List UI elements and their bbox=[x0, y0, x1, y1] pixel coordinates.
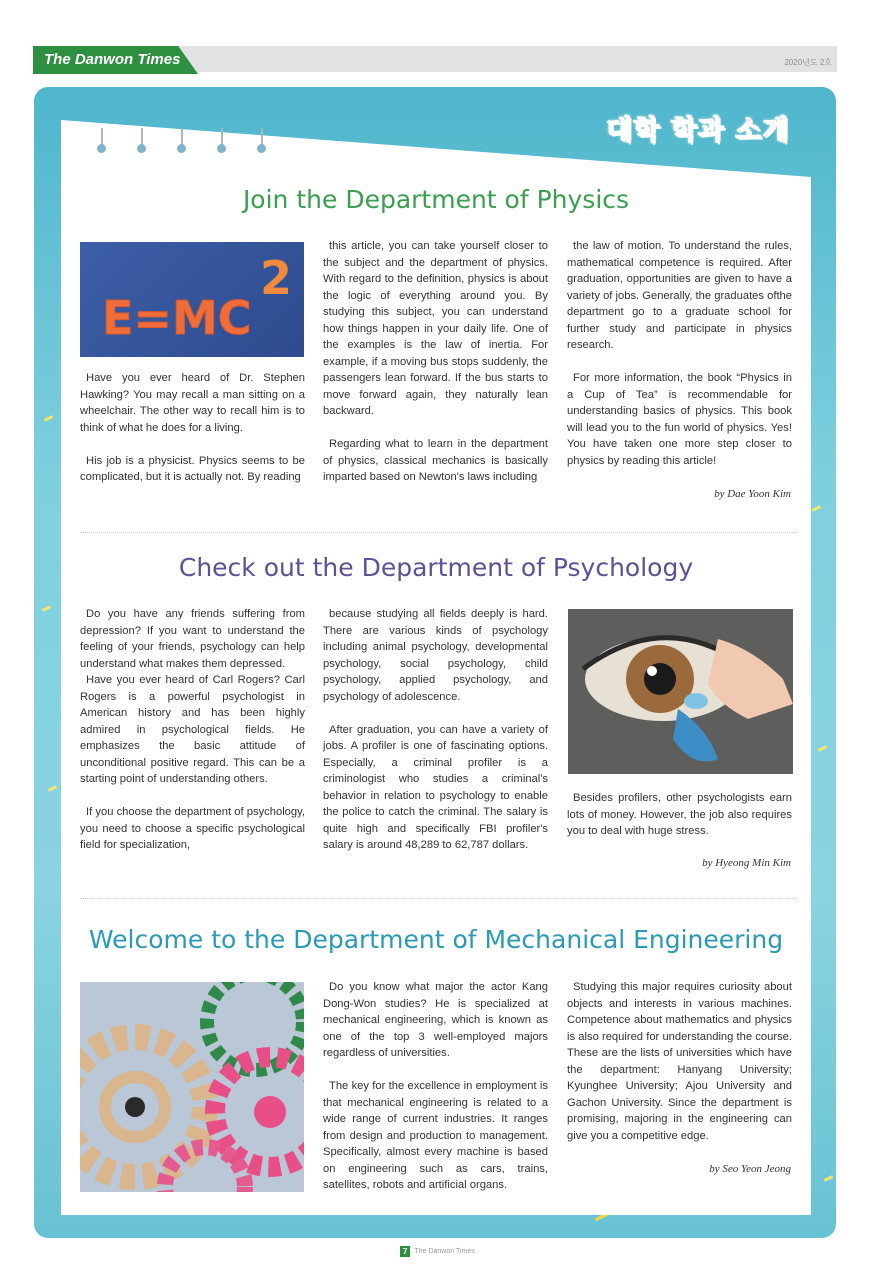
emc2-superscript: 2 bbox=[260, 251, 293, 305]
paragraph: Besides profilers, other psychologists earn lots of money. However, the job also requires you to deal with huge stress. bbox=[567, 792, 792, 837]
physics-headline: Join the Department of Physics bbox=[242, 185, 630, 214]
divider bbox=[80, 898, 796, 899]
paragraph: The key for the excellence in employment is that mechanical engineering is related to a wide range of current industries. It ranges from design and production to management. Specifically, almost every machine is based on engineering such as cars, trains, satellites, robots and artificial organs. bbox=[323, 1080, 548, 1191]
masthead-title: The Danwon Times bbox=[44, 51, 181, 68]
page-footer bbox=[400, 1246, 475, 1257]
physics-byline: by Dae Yoon Kim bbox=[714, 488, 791, 500]
physics-col-3 bbox=[567, 238, 792, 469]
psychology-col-2 bbox=[323, 606, 548, 854]
footer-label: The Danwon Times bbox=[414, 1248, 475, 1255]
section-title: 대학 학과 소개 bbox=[606, 115, 790, 146]
paragraph: His job is a physicist. Physics seems to be complicated, but it is actually not. By reading bbox=[80, 454, 305, 483]
eye-chalk-image bbox=[568, 609, 793, 774]
physics-col-2 bbox=[323, 238, 548, 486]
psychology-byline: by Hyeong Min Kim bbox=[702, 857, 791, 869]
paragraph: Regarding what to learn in the department of physics, classical mechanics is basically imparted based on Newton's laws including bbox=[323, 438, 548, 483]
psychology-headline: Check out the Department of Psychology bbox=[178, 553, 694, 582]
physics-col-1 bbox=[80, 370, 305, 486]
paragraph: For more information, the book “Physics in a Cup of Tea” is recommendable for understanding basics of physics. This book will lead you to the fun world of physics. Yes! You have taken one more step closer to physics by reading this article! bbox=[567, 372, 792, 467]
paragraph: Have you ever heard of Carl Rogers? Carl Rogers is a powerful psychologist in American history and has been highly admired in psychological fields. He emphasizes the basic attitude of unconditional positive regard. This can be a starting point of understanding others. bbox=[80, 674, 305, 785]
engineering-col-3 bbox=[567, 979, 792, 1144]
paragraph: Do you have any friends suffering from depression? If you want to understand the feeling of your friends, psychology can help understand what makes them depressed. bbox=[80, 608, 305, 670]
paragraph: Do you know what major the actor Kang Dong-Won studies? He is specialized at mechanical engineering, which is known as one of the top 3 well-employed majors regardless of universities. bbox=[323, 981, 548, 1059]
gears-image bbox=[80, 982, 304, 1192]
paragraph: After graduation, you can have a variety of jobs. A profiler is one of fascinating options. Especially, a criminal profiler is a criminologist who studies a criminal's behavior in relation to psychology to enable the police to catch the criminal. The salary is quite high and specifically FBI profiler's salary is around 48,289 to 62,787 dollars. bbox=[323, 723, 548, 851]
emc2-image bbox=[80, 242, 304, 357]
paragraph: If you choose the department of psychology, you need to choose a specific psychological field for specialization, bbox=[80, 806, 305, 851]
divider bbox=[80, 532, 796, 533]
issue-label: 2020년도 2호 bbox=[784, 58, 832, 67]
paragraph: the law of motion. To understand the rules, mathematical competence is required. After graduation, opportunities are given to have a variety of jobs. Generally, the graduates ofthe department go to a graduate school for further study and participate in physics research. bbox=[567, 240, 792, 351]
engineering-headline: Welcome to the Department of Mechanical Engineering bbox=[88, 925, 784, 954]
paragraph: this article, you can take yourself closer to the subject and the department of physics. With regard to the definition, physics is about the logic of everything around you. By studying this subject, you can understand how things happen in your daily life. One of the examples is the law of inertia. For example, if a moving bus stops suddenly, the passengers lean forward. If the bus starts to move forward again, they naturally lean backward. bbox=[323, 240, 548, 417]
psychology-col-1 bbox=[80, 606, 305, 854]
engineering-col-2 bbox=[323, 979, 548, 1194]
psychology-col-3 bbox=[567, 790, 792, 840]
paragraph: Studying this major requires curiosity about objects and interests in various machines. Competence about mathematics and physics is also required for understanding the course. These are the lists of universities which have the department: Hanyang University; Kyunghee University; Ajou University and Gachon University. Since the department is promising, majoring in the engineering can give you a competitive edge. bbox=[567, 981, 792, 1142]
paragraph: because studying all fields deeply is hard. There are various kinds of psychology including animal psychology, developmental psychology, social psychology, child psychology, applied psychology, and psychology of adolescence. bbox=[323, 608, 548, 703]
emc2-text: E=MC bbox=[102, 291, 252, 345]
engineering-byline: by Seo Yeon Jeong bbox=[709, 1163, 791, 1175]
page-number: 7 bbox=[400, 1246, 410, 1257]
paragraph: Have you ever heard of Dr. Stephen Hawking? You may recall a man sitting on a wheelchair. The other way to recall him is to think of what he does for a living. bbox=[80, 372, 305, 434]
